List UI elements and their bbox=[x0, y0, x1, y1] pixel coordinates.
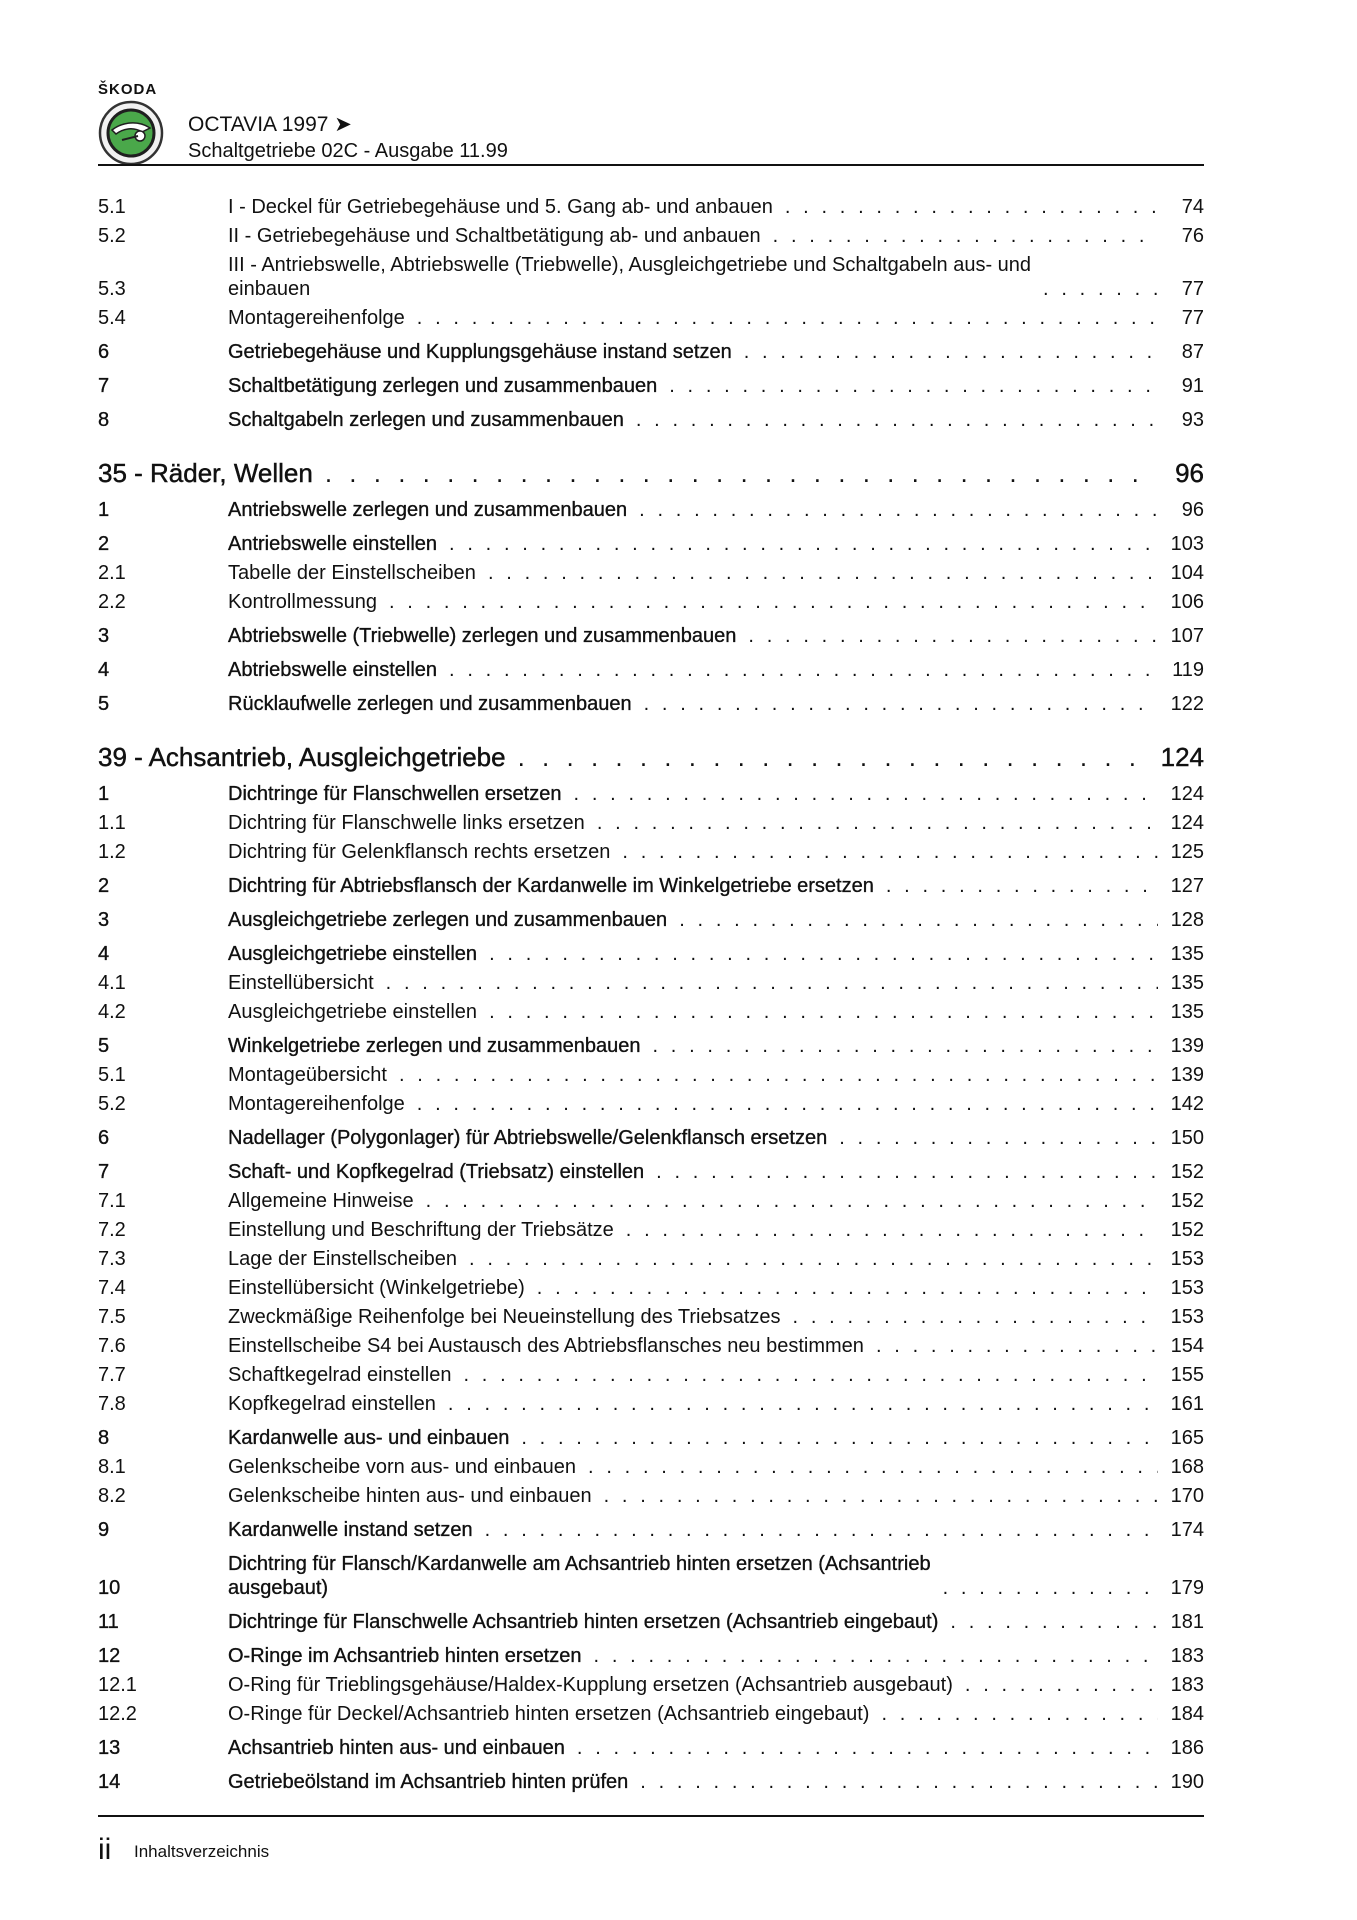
toc-page-number: 183 bbox=[1170, 1645, 1204, 1667]
toc-page-number: 190 bbox=[1170, 1771, 1204, 1793]
toc-page-number: 74 bbox=[1181, 196, 1204, 218]
toc-leader-dots bbox=[943, 1576, 1158, 1600]
toc-leader-dots bbox=[577, 1736, 1158, 1760]
footer-label: Inhaltsverzeichnis bbox=[134, 1842, 270, 1861]
toc-leader-dots bbox=[537, 1276, 1158, 1300]
toc-page-number: 91 bbox=[1181, 375, 1204, 397]
toc-title: Einstellung und Beschriftung der Triebsätze bbox=[228, 1219, 614, 1241]
toc-number: 7.7 bbox=[98, 1364, 126, 1386]
toc-leader-dots bbox=[876, 1334, 1158, 1358]
toc-title: Schaltbetätigung zerlegen und zusammenbauen bbox=[228, 375, 658, 397]
toc-number: 5.1 bbox=[98, 196, 126, 218]
toc-row[interactable] bbox=[98, 658, 1204, 682]
toc-row[interactable] bbox=[98, 1363, 1204, 1387]
toc-title: Schaft- und Kopfkegelrad (Triebsatz) einstellen bbox=[228, 1161, 645, 1183]
toc-row[interactable] bbox=[98, 874, 1204, 898]
toc-row[interactable] bbox=[98, 1392, 1204, 1416]
toc-title: Zweckmäßige Reihenfolge bei Neueinstellung des Triebsatzes bbox=[228, 1306, 781, 1328]
toc-title: Ausgleichgetriebe einstellen bbox=[228, 943, 478, 965]
toc-row[interactable] bbox=[98, 1518, 1204, 1542]
toc-page-number: 76 bbox=[1181, 225, 1204, 247]
toc-row[interactable] bbox=[98, 498, 1204, 522]
toc-page-number: 142 bbox=[1170, 1093, 1204, 1115]
toc-number: 5.2 bbox=[98, 1093, 126, 1115]
toc-row[interactable] bbox=[98, 1126, 1204, 1150]
toc-page-number: 124 bbox=[1160, 742, 1204, 772]
toc-leader-dots bbox=[748, 624, 1158, 648]
toc-row[interactable] bbox=[98, 1610, 1204, 1634]
toc-title: Ausgleichgetriebe zerlegen und zusammenbauen bbox=[228, 909, 668, 931]
toc-leader-dots bbox=[785, 195, 1158, 219]
toc-leader-dots bbox=[426, 1189, 1158, 1213]
toc-row[interactable] bbox=[98, 532, 1204, 556]
toc-row[interactable] bbox=[98, 692, 1204, 716]
toc-row[interactable] bbox=[98, 1455, 1204, 1479]
toc-row[interactable] bbox=[98, 1276, 1204, 1300]
toc-leader-dots bbox=[489, 1000, 1158, 1024]
toc-page-number: 106 bbox=[1170, 591, 1204, 613]
toc-title: Gelenkscheibe vorn aus- und einbauen bbox=[228, 1456, 577, 1478]
toc-page-number: 153 bbox=[1170, 1248, 1204, 1270]
toc-leader-dots bbox=[1043, 277, 1158, 301]
toc-number: 7.8 bbox=[98, 1393, 126, 1415]
toc-leader-dots bbox=[325, 458, 1158, 488]
toc-title: Montagereihenfolge bbox=[228, 1093, 405, 1115]
toc-page-number: 135 bbox=[1170, 943, 1204, 965]
toc-title: Schaltgabeln zerlegen und zusammenbauen bbox=[228, 409, 624, 431]
toc-leader-dots bbox=[965, 1673, 1158, 1697]
toc-row[interactable] bbox=[98, 908, 1204, 932]
toc-title: Winkelgetriebe zerlegen und zusammenbauen bbox=[228, 1035, 641, 1057]
toc-row[interactable] bbox=[98, 811, 1204, 835]
toc-leader-dots bbox=[626, 1218, 1158, 1242]
toc-page-number: 124 bbox=[1170, 783, 1204, 805]
toc-row[interactable] bbox=[98, 1673, 1204, 1697]
footer-rule bbox=[98, 1815, 1204, 1817]
toc-page-number: 96 bbox=[1175, 458, 1204, 488]
header-title: OCTAVIA 1997 ➤ bbox=[188, 113, 352, 136]
toc-number: 7.6 bbox=[98, 1335, 126, 1357]
toc-leader-dots bbox=[597, 811, 1158, 835]
toc-number: 7 bbox=[98, 375, 110, 397]
toc-number: 5.3 bbox=[98, 278, 126, 300]
toc-number: 8 bbox=[98, 1427, 110, 1449]
toc-title: Antriebswelle einstellen bbox=[228, 533, 438, 555]
toc-title: Dichtringe für Flanschwellen ersetzen bbox=[228, 783, 562, 805]
toc-number: 6 bbox=[98, 1127, 110, 1149]
toc-title: Dichtring für Abtriebsflansch der Kardanwelle im Winkelgetriebe ersetzen bbox=[228, 875, 874, 897]
toc-page-number: 125 bbox=[1170, 841, 1204, 863]
toc-leader-dots bbox=[417, 1092, 1158, 1116]
toc-page-number: 186 bbox=[1170, 1737, 1204, 1759]
toc-title: Einstellübersicht bbox=[228, 972, 374, 994]
toc-page-number: 179 bbox=[1170, 1577, 1204, 1599]
toc-page-number: 155 bbox=[1170, 1364, 1204, 1386]
toc-row[interactable] bbox=[98, 195, 1204, 219]
footer-page-number: ii bbox=[98, 1833, 112, 1866]
toc-chapter-row[interactable] bbox=[98, 742, 1204, 772]
toc-number: 8 bbox=[98, 409, 110, 431]
toc-leader-dots bbox=[488, 561, 1158, 585]
toc-page-number: 87 bbox=[1181, 341, 1204, 363]
toc-leader-dots bbox=[640, 1770, 1158, 1794]
toc-row[interactable] bbox=[98, 1736, 1204, 1760]
toc-number: 7.5 bbox=[98, 1306, 126, 1328]
toc-leader-dots bbox=[644, 692, 1158, 716]
toc-row[interactable] bbox=[98, 224, 1204, 248]
toc-row[interactable] bbox=[98, 1644, 1204, 1668]
toc-title: Dichtring für Flanschwelle links ersetzen bbox=[228, 812, 585, 834]
toc-leader-dots bbox=[669, 374, 1158, 398]
toc-page-number: 128 bbox=[1170, 909, 1204, 931]
toc-leader-dots bbox=[399, 1063, 1158, 1087]
toc-number: 2.2 bbox=[98, 591, 126, 613]
toc-number: 7.4 bbox=[98, 1277, 126, 1299]
toc-leader-dots bbox=[793, 1305, 1158, 1329]
toc-row[interactable] bbox=[98, 942, 1204, 966]
toc-page-number: 183 bbox=[1170, 1674, 1204, 1696]
toc-page-number: 122 bbox=[1170, 693, 1204, 715]
toc-number: 3 bbox=[98, 909, 110, 931]
toc-title: Schaftkegelrad einstellen bbox=[228, 1364, 452, 1386]
toc-number: 1 bbox=[98, 499, 110, 521]
toc-leader-dots bbox=[518, 742, 1153, 772]
toc-row[interactable] bbox=[98, 1189, 1204, 1213]
toc-number: 14 bbox=[98, 1771, 121, 1793]
table-of-contents bbox=[98, 190, 1204, 1794]
toc-leader-dots bbox=[950, 1610, 1158, 1634]
toc-row[interactable] bbox=[98, 561, 1204, 585]
toc-leader-dots bbox=[652, 1034, 1158, 1058]
toc-page-number: 119 bbox=[1172, 659, 1204, 681]
toc-leader-dots bbox=[386, 971, 1158, 995]
toc-leader-dots bbox=[881, 1702, 1158, 1726]
toc-leader-dots bbox=[886, 874, 1158, 898]
toc-title: Abtriebswelle einstellen bbox=[228, 659, 438, 681]
toc-number: 5.1 bbox=[98, 1064, 126, 1086]
toc-number: 5 bbox=[98, 693, 110, 715]
toc-leader-dots bbox=[744, 340, 1158, 364]
toc-page-number: 152 bbox=[1170, 1190, 1204, 1212]
toc-number: 4 bbox=[98, 659, 110, 681]
toc-number: 2 bbox=[98, 875, 110, 897]
toc-row[interactable] bbox=[98, 590, 1204, 614]
toc-number: 4 bbox=[98, 943, 110, 965]
toc-row[interactable] bbox=[98, 1160, 1204, 1184]
toc-number: 9 bbox=[98, 1519, 110, 1541]
toc-page-number: 168 bbox=[1170, 1456, 1204, 1478]
toc-page-number: 154 bbox=[1170, 1335, 1204, 1357]
toc-number: 1.2 bbox=[98, 841, 126, 863]
toc-page-number: 127 bbox=[1170, 875, 1204, 897]
toc-row[interactable] bbox=[98, 782, 1204, 806]
toc-title: Getriebeölstand im Achsantrieb hinten prüfen bbox=[228, 1771, 629, 1793]
toc-title: Nadellager (Polygonlager) für Abtriebswelle/Gelenkflansch ersetzen bbox=[228, 1127, 828, 1149]
toc-title: Gelenkscheibe hinten aus- und einbauen bbox=[228, 1485, 592, 1507]
toc-row[interactable] bbox=[98, 1247, 1204, 1271]
skoda-logo-icon bbox=[98, 100, 164, 166]
toc-title: Kardanwelle instand setzen bbox=[228, 1519, 473, 1541]
toc-number: 5 bbox=[98, 1035, 110, 1057]
toc-page-number: 181 bbox=[1170, 1611, 1204, 1633]
toc-number: 7.3 bbox=[98, 1248, 126, 1270]
toc-page-number: 124 bbox=[1170, 812, 1204, 834]
toc-row[interactable] bbox=[98, 1426, 1204, 1450]
toc-title: Getriebegehäuse und Kupplungsgehäuse instand setzen bbox=[228, 341, 732, 363]
toc-number: 10 bbox=[98, 1577, 121, 1599]
toc-page-number: 184 bbox=[1170, 1703, 1204, 1725]
toc-title: Kontrollmessung bbox=[228, 591, 377, 613]
toc-leader-dots bbox=[489, 942, 1158, 966]
toc-row[interactable] bbox=[98, 408, 1204, 432]
toc-row[interactable] bbox=[98, 1770, 1204, 1794]
toc-row[interactable] bbox=[98, 340, 1204, 364]
toc-title: Montagereihenfolge bbox=[228, 307, 405, 329]
toc-title: III - Antriebswelle, Abtriebswelle (Triebwelle), Ausgleichgetriebe und Schaltgabeln aus- und einbauen bbox=[228, 254, 1032, 300]
toc-page-number: 103 bbox=[1170, 533, 1204, 555]
toc-title: Einstellscheibe S4 bei Austausch des Abtriebsflansches neu bestimmen bbox=[228, 1335, 864, 1357]
toc-page-number: 152 bbox=[1170, 1161, 1204, 1183]
toc-leader-dots bbox=[574, 782, 1159, 806]
toc-leader-dots bbox=[449, 532, 1158, 556]
toc-leader-dots bbox=[839, 1126, 1158, 1150]
toc-number: 11 bbox=[98, 1611, 119, 1633]
toc-title: Achsantrieb hinten aus- und einbauen bbox=[228, 1737, 565, 1759]
toc-leader-dots bbox=[463, 1363, 1158, 1387]
toc-row[interactable] bbox=[98, 1484, 1204, 1508]
toc-leader-dots bbox=[639, 498, 1158, 522]
toc-page-number: 153 bbox=[1170, 1277, 1204, 1299]
toc-page-number: 152 bbox=[1170, 1219, 1204, 1241]
toc-title: Tabelle der Einstellscheiben bbox=[228, 562, 476, 584]
toc-number: 7 bbox=[98, 1161, 110, 1183]
toc-number: 8.2 bbox=[98, 1485, 126, 1507]
toc-title: O-Ringe für Deckel/Achsantrieb hinten ersetzen (Achsantrieb eingebaut) bbox=[228, 1703, 870, 1725]
toc-leader-dots bbox=[469, 1247, 1158, 1271]
toc-number: 12 bbox=[98, 1645, 121, 1667]
toc-title: Rücklaufwelle zerlegen und zusammenbauen bbox=[228, 693, 632, 715]
toc-title: Abtriebswelle (Triebwelle) zerlegen und zusammenbauen bbox=[228, 625, 737, 647]
toc-page-number: 174 bbox=[1170, 1519, 1204, 1541]
toc-number: 8.1 bbox=[98, 1456, 126, 1478]
toc-title: Einstellübersicht (Winkelgetriebe) bbox=[228, 1277, 525, 1299]
toc-title: 39 - Achsantrieb, Ausgleichgetriebe bbox=[98, 742, 506, 772]
toc-page-number: 93 bbox=[1181, 409, 1204, 431]
toc-number: 12.1 bbox=[98, 1674, 137, 1696]
toc-row[interactable] bbox=[98, 1218, 1204, 1242]
toc-number: 1.1 bbox=[98, 812, 126, 834]
toc-page-number: 107 bbox=[1170, 625, 1204, 647]
toc-title: Kardanwelle aus- und einbauen bbox=[228, 1427, 510, 1449]
brand-name: ŠKODA bbox=[98, 81, 158, 98]
toc-title: Montageübersicht bbox=[228, 1064, 387, 1086]
toc-title: Dichtringe für Flanschwelle Achsantrieb hinten ersetzen (Achsantrieb eingebaut) bbox=[228, 1611, 939, 1633]
toc-row[interactable] bbox=[98, 306, 1204, 330]
toc-number: 5.4 bbox=[98, 307, 126, 329]
toc-title: Allgemeine Hinweise bbox=[228, 1190, 414, 1212]
toc-page-number: 104 bbox=[1170, 562, 1204, 584]
toc-number: 3 bbox=[98, 625, 110, 647]
toc-row[interactable] bbox=[98, 840, 1204, 864]
toc-number: 13 bbox=[98, 1737, 121, 1759]
toc-page-number: 170 bbox=[1170, 1485, 1204, 1507]
toc-page-number: 96 bbox=[1181, 499, 1204, 521]
toc-row[interactable] bbox=[98, 1552, 1204, 1600]
toc-leader-dots bbox=[773, 224, 1158, 248]
toc-number: 4.1 bbox=[98, 972, 126, 994]
toc-row[interactable] bbox=[98, 1034, 1204, 1058]
toc-title: O-Ring für Trieblingsgehäuse/Haldex-Kupplung ersetzen (Achsantrieb ausgebaut) bbox=[228, 1674, 953, 1696]
toc-leader-dots bbox=[636, 408, 1158, 432]
toc-page-number: 150 bbox=[1170, 1127, 1204, 1149]
toc-leader-dots bbox=[594, 1644, 1158, 1668]
toc-page-number: 161 bbox=[1170, 1393, 1204, 1415]
toc-leader-dots bbox=[622, 840, 1158, 864]
toc-page-number: 165 bbox=[1170, 1427, 1204, 1449]
toc-row[interactable] bbox=[98, 624, 1204, 648]
toc-number: 12.2 bbox=[98, 1703, 137, 1725]
toc-number: 4.2 bbox=[98, 1001, 126, 1023]
toc-row[interactable] bbox=[98, 253, 1204, 301]
toc-title: Lage der Einstellscheiben bbox=[228, 1248, 458, 1270]
toc-title: 35 - Räder, Wellen bbox=[98, 458, 313, 488]
toc-title: II - Getriebegehäuse und Schaltbetätigung ab- und anbauen bbox=[228, 225, 761, 247]
toc-number: 5.2 bbox=[98, 225, 126, 247]
header-subtitle: Schaltgetriebe 02C - Ausgabe 11.99 bbox=[188, 140, 508, 162]
toc-leader-dots bbox=[389, 590, 1158, 614]
toc-number: 6 bbox=[98, 341, 110, 363]
toc-leader-dots bbox=[448, 1392, 1158, 1416]
toc-leader-dots bbox=[417, 306, 1158, 330]
header-rule bbox=[98, 164, 1204, 166]
toc-page-number: 139 bbox=[1170, 1064, 1204, 1086]
toc-page-number: 139 bbox=[1170, 1035, 1204, 1057]
toc-leader-dots bbox=[656, 1160, 1158, 1184]
toc-row[interactable] bbox=[98, 1334, 1204, 1358]
toc-leader-dots bbox=[604, 1484, 1158, 1508]
toc-leader-dots bbox=[449, 658, 1158, 682]
toc-leader-dots bbox=[521, 1426, 1158, 1450]
toc-title: O-Ringe im Achsantrieb hinten ersetzen bbox=[228, 1645, 582, 1667]
toc-page-number: 77 bbox=[1181, 278, 1204, 300]
toc-page-number: 77 bbox=[1181, 307, 1204, 329]
toc-row[interactable] bbox=[98, 1092, 1204, 1116]
toc-title: Ausgleichgetriebe einstellen bbox=[228, 1001, 478, 1023]
toc-number: 7.1 bbox=[98, 1190, 126, 1212]
toc-number: 7.2 bbox=[98, 1219, 126, 1241]
toc-leader-dots bbox=[588, 1455, 1158, 1479]
toc-title: Dichtring für Flansch/Kardanwelle am Achsantrieb hinten ersetzen (Achsantrieb ausgebaut) bbox=[228, 1553, 931, 1599]
toc-leader-dots bbox=[679, 908, 1158, 932]
toc-number: 1 bbox=[98, 783, 110, 805]
toc-page-number: 135 bbox=[1170, 1001, 1204, 1023]
toc-title: I - Deckel für Getriebegehäuse und 5. Gang ab- und anbauen bbox=[228, 196, 773, 218]
toc-title: Antriebswelle zerlegen und zusammenbauen bbox=[228, 499, 628, 521]
toc-number: 2 bbox=[98, 533, 110, 555]
toc-page-number: 135 bbox=[1170, 972, 1204, 994]
toc-leader-dots bbox=[485, 1518, 1158, 1542]
toc-page-number: 153 bbox=[1170, 1306, 1204, 1328]
toc-row[interactable] bbox=[98, 1000, 1204, 1024]
toc-row[interactable] bbox=[98, 971, 1204, 995]
toc-number: 2.1 bbox=[98, 562, 126, 584]
toc-row[interactable] bbox=[98, 1702, 1204, 1726]
toc-title: Dichtring für Gelenkflansch rechts ersetzen bbox=[228, 841, 611, 863]
toc-title: Kopfkegelrad einstellen bbox=[228, 1393, 436, 1415]
toc-row[interactable] bbox=[98, 1063, 1204, 1087]
toc-chapter-row[interactable] bbox=[98, 458, 1204, 488]
toc-row[interactable] bbox=[98, 374, 1204, 398]
toc-row[interactable] bbox=[98, 1305, 1204, 1329]
